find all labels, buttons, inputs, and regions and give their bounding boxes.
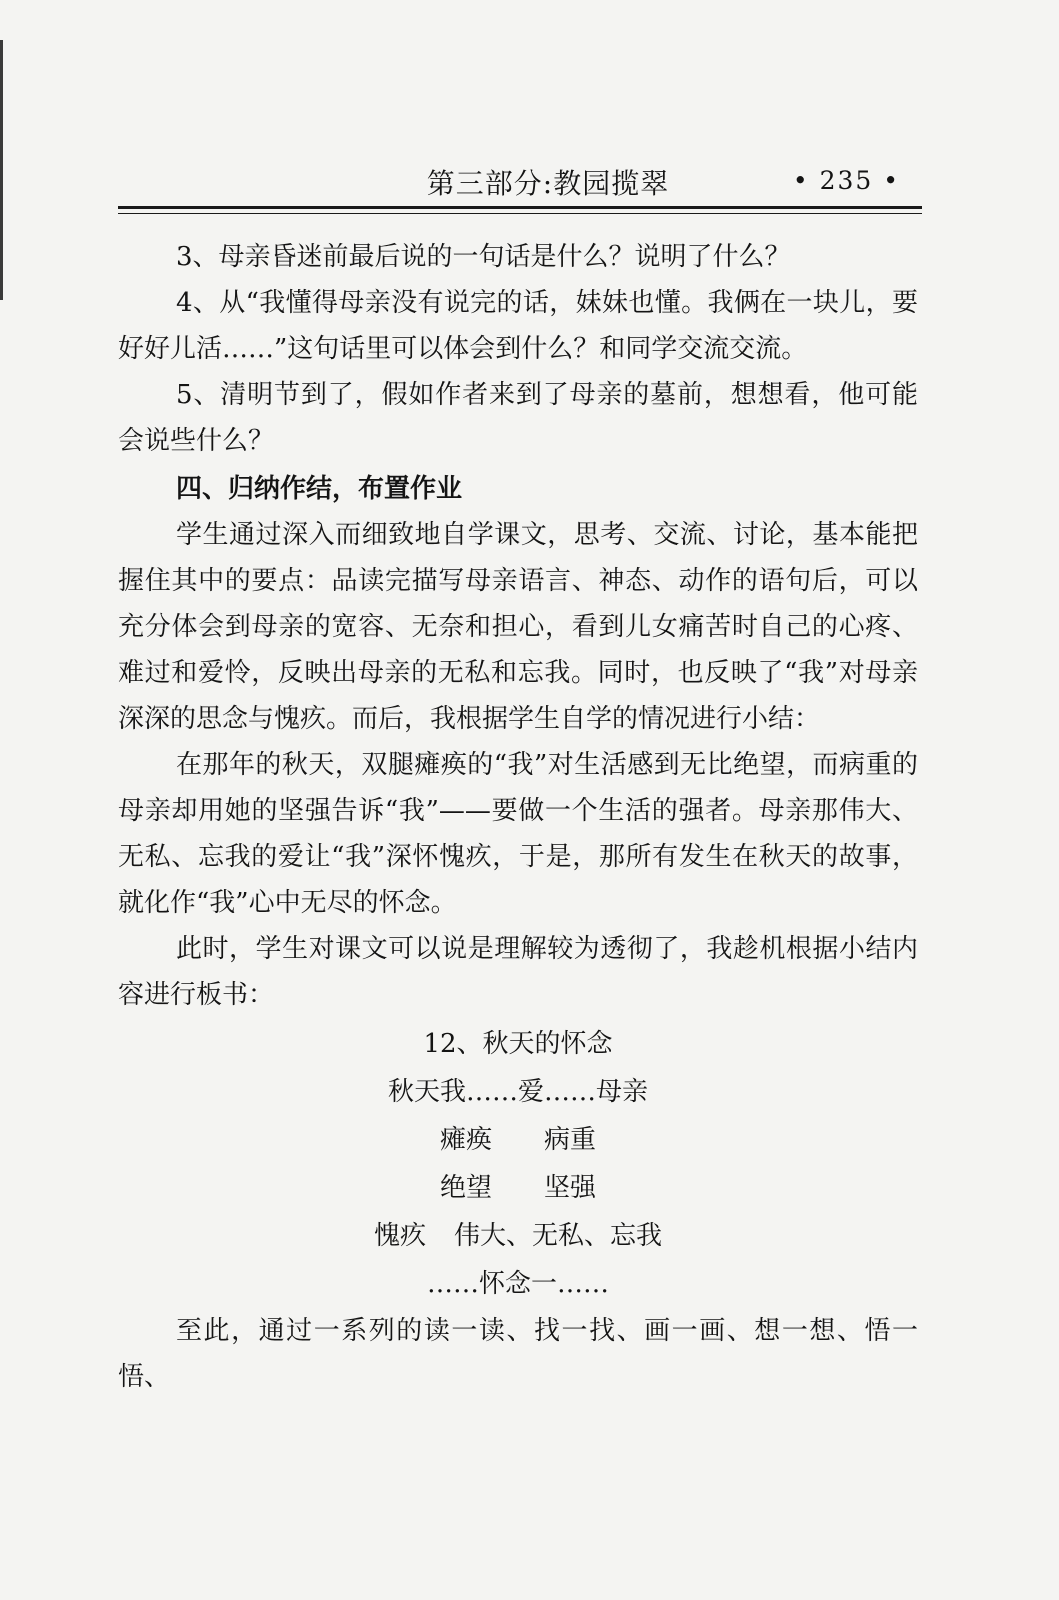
- blackboard-notes: [118, 1020, 918, 1308]
- board-pair-3-right: 伟大、无私、忘我: [454, 1221, 663, 1251]
- question-3: 3、母亲昏迷前最后说的一句话是什么？说明了什么？: [176, 242, 791, 272]
- board-pair-3: [118, 1212, 918, 1260]
- paragraph-summary: 学生通过深入而细致地自学课文，思考、交流、讨论，基本能把握住其中的要点：品读完描写母亲语言、神态、动作的语句后，可以充分体会到母亲的宽容、无奈和担心，看到儿女痛苦时自己的心疼、难过和爱怜，反映出母亲的无私和忘我。同时，也反映了“我”对母亲深深的思念与愧疚。而后，我根据学生自学的情况进行小结：: [118, 520, 918, 734]
- board-line-1: 秋天我……爱……母亲: [387, 1077, 648, 1107]
- section-heading: 四、归纳作结，布置作业: [176, 474, 463, 504]
- page-edge-mark: [0, 40, 3, 300]
- closing-line: 至此，通过一系列的读一读、找一找、画一画、想一想、悟一悟、: [118, 1316, 918, 1392]
- body-text: [118, 234, 918, 1400]
- question-5: 5、清明节到了，假如作者来到了母亲的墓前，想想看，他可能会说些什么？: [118, 380, 918, 456]
- header-rule-thin: [118, 213, 922, 214]
- header-rule-thick: [118, 206, 922, 209]
- board-pair-1: [118, 1116, 918, 1164]
- board-pair-2-right: 坚强: [544, 1173, 597, 1203]
- page-number: • 235 •: [792, 166, 900, 195]
- board-title: 12、秋天的怀念: [423, 1029, 613, 1059]
- board-pair-2-left: 绝望: [439, 1173, 492, 1203]
- paragraph-board-intro: 此时，学生对课文可以说是理解较为透彻了，我趁机根据小结内容进行板书：: [118, 934, 918, 1010]
- board-pair-1-left: 瘫痪: [439, 1125, 492, 1155]
- board-pair-3-left: 愧疚: [373, 1221, 426, 1251]
- paragraph-autumn: 在那年的秋天，双腿瘫痪的“我”对生活感到无比绝望，而病重的母亲却用她的坚强告诉“我”——要做一个生活的强者。母亲那伟大、无私、忘我的爱让“我”深怀愧疚，于是，那所有发生在秋天的故事，就化作“我”心中无尽的怀念。: [118, 750, 918, 918]
- board-pair-1-right: 病重: [544, 1125, 597, 1155]
- question-4: 4、从“我懂得母亲没有说完的话，妹妹也懂。我俩在一块儿，要好好儿活……”这句话里可以体会到什么？和同学交流交流。: [118, 288, 918, 364]
- board-line-end: ……怀念一……: [426, 1269, 609, 1299]
- running-header: [120, 162, 920, 202]
- board-pair-2: [118, 1164, 918, 1212]
- section-title: 第三部分:教园揽翠: [426, 167, 670, 200]
